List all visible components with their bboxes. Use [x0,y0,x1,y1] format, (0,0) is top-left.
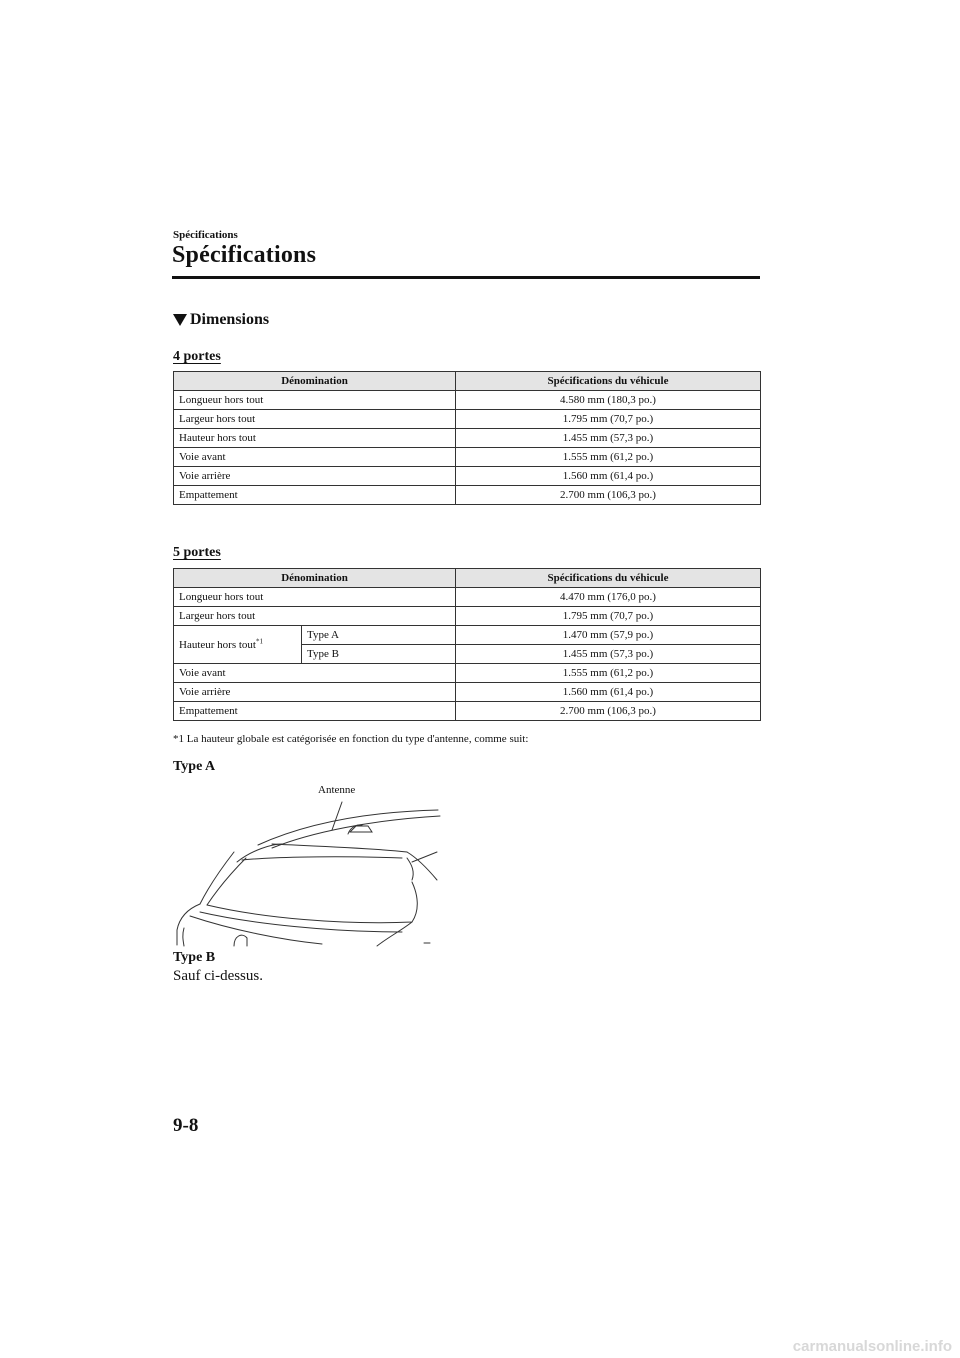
row-value: 4.580 mm (180,3 po.) [456,391,761,410]
row-value: 1.795 mm (70,7 po.) [456,410,761,429]
page-title: Spécifications [172,242,317,268]
antenna-label: Antenne [318,784,356,796]
title-divider [172,276,760,279]
table-row [174,664,761,683]
row-label: Empattement [174,486,456,505]
row-value: 4.470 mm (176,0 po.) [456,588,761,607]
row-label: Largeur hors tout [174,410,456,429]
dimensions-table-5-doors [173,568,761,721]
page-number: 9-8 [173,1115,199,1136]
footnote-marker: *1 [255,636,263,645]
table-row [174,683,761,702]
chapter-label: Spécifications [173,229,238,241]
table-row [174,448,761,467]
row-label: Empattement [174,702,456,721]
column-header: Spécifications du véhicule [456,372,761,391]
row-value: 1.795 mm (70,7 po.) [456,607,761,626]
row-value: 1.455 mm (57,3 po.) [456,645,761,664]
table-row [174,607,761,626]
table-row [174,702,761,721]
row-value: 1.560 mm (61,4 po.) [456,683,761,702]
row-label-text: Hauteur hors tout [179,638,256,651]
table-row [174,588,761,607]
watermark: carmanualsonline.info [792,1338,952,1355]
row-label: Hauteur hors tout [174,429,456,448]
dimensions-table-4-doors [173,371,761,505]
row-label [174,626,302,664]
subheading-5-doors: 5 portes [173,545,221,560]
table-header-row [174,569,761,588]
row-label: Largeur hors tout [174,607,456,626]
table-row [174,391,761,410]
column-header: Spécifications du véhicule [456,569,761,588]
row-value: 1.470 mm (57,9 po.) [456,626,761,645]
column-header: Dénomination [174,569,456,588]
row-value: 2.700 mm (106,3 po.) [456,702,761,721]
section-heading-label: Dimensions [190,311,270,328]
table-row [174,626,761,645]
car-rear-illustration [172,800,442,948]
table-row [174,410,761,429]
row-value: 1.555 mm (61,2 po.) [456,448,761,467]
row-label: Longueur hors tout [174,588,456,607]
row-label: Longueur hors tout [174,391,456,410]
column-header: Dénomination [174,372,456,391]
row-value: 1.555 mm (61,2 po.) [456,664,761,683]
row-value: 2.700 mm (106,3 po.) [456,486,761,505]
type-a-heading: Type A [173,759,216,774]
type-b-description: Sauf ci-dessus. [173,968,263,984]
row-label: Voie avant [174,448,456,467]
table-row [174,467,761,486]
footnote: *1 La hauteur globale est catégorisée en fonction du type d'antenne, comme suit: [173,733,529,745]
subheading-4-doors: 4 portes [173,349,221,364]
row-value: 1.560 mm (61,4 po.) [456,467,761,486]
section-heading [173,311,269,329]
row-label: Voie arrière [174,467,456,486]
row-sublabel: Type B [302,645,456,664]
type-b-heading: Type B [173,950,216,965]
row-label: Voie arrière [174,683,456,702]
row-sublabel: Type A [302,626,456,645]
row-value: 1.455 mm (57,3 po.) [456,429,761,448]
row-label: Voie avant [174,664,456,683]
table-row [174,429,761,448]
table-header-row [174,372,761,391]
table-row [174,486,761,505]
triangle-down-icon [173,314,187,326]
